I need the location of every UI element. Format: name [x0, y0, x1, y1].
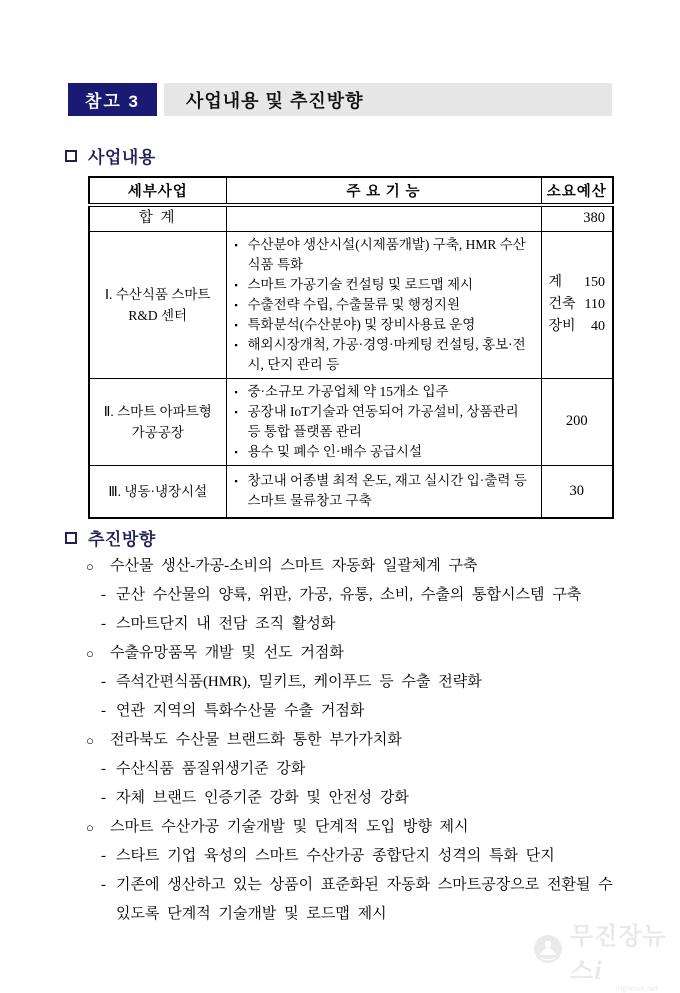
row2-name-line1: Ⅱ. 스마트 아파트형 — [103, 403, 212, 419]
square-list-marker-icon: ▪ — [234, 386, 238, 397]
watermark-i-mark: i — [594, 956, 602, 985]
section2-heading — [65, 525, 156, 550]
dash-list-marker-icon: - — [101, 703, 106, 719]
list-item: ○ 전라북도 수산물 브랜드화 통한 부가가치화 — [86, 726, 618, 755]
row3-name — [89, 465, 226, 518]
square-list-marker-icon: ▪ — [234, 299, 238, 310]
square-list-marker-icon: ▪ — [234, 239, 238, 250]
row2-functions — [226, 378, 541, 465]
square-list-marker-icon: ▪ — [234, 279, 238, 290]
row2-name-line2: 가공공장 — [131, 424, 184, 440]
table-row — [89, 231, 613, 378]
list-item: ▪ 공장내 IoT기술과 연동되어 가공설비, 상품관리 등 통합 플랫폼 관리 — [233, 402, 535, 442]
watermark-text-block — [570, 916, 680, 993]
list-item: ▪ 중·소규모 가공업체 약 15개소 입주 — [233, 382, 535, 402]
list-item: ○ 수산물 생산-가공-소비의 스마트 자동화 일괄체계 구축 — [86, 552, 618, 581]
row1-name — [89, 231, 226, 378]
dash-list-marker-icon: - — [101, 790, 106, 806]
total-budget: 380 — [541, 205, 613, 231]
list-item: - 스마트단지 내 전담 조직 활성화 — [99, 610, 618, 639]
list-item: - 군산 수산물의 양륙, 위판, 가공, 유통, 소비, 수출의 통합시스템 구축 — [99, 581, 618, 610]
reference-badge: 참고 3 — [68, 83, 157, 116]
circle-list-marker-icon: ○ — [86, 820, 94, 835]
dash-list-marker-icon: - — [101, 674, 106, 690]
row2-budget: 200 — [541, 378, 613, 465]
document-header — [68, 83, 612, 116]
row3-name-line1: Ⅲ. 냉동·냉장시설 — [108, 483, 208, 499]
dash-list-marker-icon: - — [101, 761, 106, 777]
section2-heading-label: 추진방향 — [88, 530, 156, 549]
dash-list-marker-icon: - — [101, 616, 106, 632]
list-item: - 연관 지역의 특화수산물 수출 거점화 — [99, 697, 618, 726]
col-header-budget: 소요예산 — [541, 177, 613, 205]
table-row-total — [89, 205, 613, 231]
list-item: ○ 스마트 수산가공 기술개발 및 단계적 도입 방향 제시 — [86, 813, 618, 842]
mountain-logo-icon — [533, 934, 563, 969]
total-label: 합 계 — [89, 205, 226, 231]
square-list-marker-icon: ▪ — [234, 446, 238, 457]
list-item: - 스타트 기업 육성의 스마트 수산가공 종합단지 성격의 특화 단지 — [99, 842, 618, 871]
list-item: ▪ 수출전략 수립, 수출물류 및 행정지원 — [233, 295, 535, 315]
square-bullet-icon — [65, 150, 77, 162]
table-row — [89, 465, 613, 518]
row2-name — [89, 378, 226, 465]
row3-functions — [226, 465, 541, 518]
budget-line: 계 150 — [548, 274, 605, 290]
row1-budget — [541, 231, 613, 378]
col-header-functions: 주 요 기 능 — [226, 177, 541, 205]
list-item: ▪ 해외시장개척, 가공·경영·마케팅 컨설팅, 홍보·전시, 단지 관리 등 — [233, 335, 535, 375]
list-item: - 자체 브랜드 인증기준 강화 및 안전성 강화 — [99, 784, 618, 813]
business-table-container — [88, 176, 612, 519]
section1-heading — [65, 143, 156, 168]
dash-list-marker-icon: - — [101, 848, 106, 864]
business-table — [88, 176, 614, 519]
row1-name-line2: R&D 센터 — [128, 307, 188, 323]
direction-list — [86, 552, 618, 929]
circle-list-marker-icon: ○ — [86, 559, 94, 574]
square-list-marker-icon: ▪ — [234, 319, 238, 330]
square-list-marker-icon: ▪ — [234, 339, 238, 350]
row1-name-line1: Ⅰ. 수산식품 스마트 — [105, 286, 211, 302]
row3-budget: 30 — [541, 465, 613, 518]
list-item: ▪ 용수 및 폐수 인·배수 공급시설 — [233, 442, 535, 462]
dash-list-marker-icon: - — [101, 587, 106, 603]
list-item: ▪ 수산분야 생산시설(시제품개발) 구축, HMR 수산식품 특화 — [233, 235, 535, 275]
list-item: - 즉석간편식품(HMR), 밀키트, 케이푸드 등 수출 전략화 — [99, 668, 618, 697]
watermark-site-url: mjjnews.net — [615, 984, 658, 993]
square-list-marker-icon: ▪ — [234, 406, 238, 417]
watermark-name: 무진장뉴스 — [570, 923, 667, 985]
list-item: - 수산식품 품질위생기준 강화 — [99, 755, 618, 784]
table-row — [89, 378, 613, 465]
square-list-marker-icon: ▪ — [234, 476, 238, 487]
dash-list-marker-icon: - — [101, 877, 106, 893]
row1-functions — [226, 231, 541, 378]
list-item: ▪ 스마트 가공기술 컨설팅 및 로드맵 제시 — [233, 275, 535, 295]
page-title: 사업내용 및 추진방향 — [164, 83, 612, 116]
list-item: - 기존에 생산하고 있는 상품이 표준화된 자동화 스마트공장으로 전환될 수 있도록 단계적 기술개발 및 로드맵 제시 — [99, 871, 618, 929]
budget-line: 장비 40 — [548, 318, 605, 334]
col-header-subproject: 세부사업 — [89, 177, 226, 205]
list-item: ○ 수출유망품목 개발 및 선도 거점화 — [86, 639, 618, 668]
section1-heading-label: 사업내용 — [88, 148, 156, 167]
circle-list-marker-icon: ○ — [86, 646, 94, 661]
news-watermark — [533, 916, 680, 993]
total-functions-empty — [226, 205, 541, 231]
budget-line: 건축 110 — [548, 296, 605, 312]
table-header-row — [89, 177, 613, 205]
circle-list-marker-icon: ○ — [86, 733, 94, 748]
list-item: ▪ 특화분석(수산분야) 및 장비사용료 운영 — [233, 315, 535, 335]
square-bullet-icon — [65, 532, 77, 544]
list-item: ▪ 창고내 어종별 최적 온도, 재고 실시간 입·출력 등 스마트 물류창고 구축 — [233, 471, 535, 511]
